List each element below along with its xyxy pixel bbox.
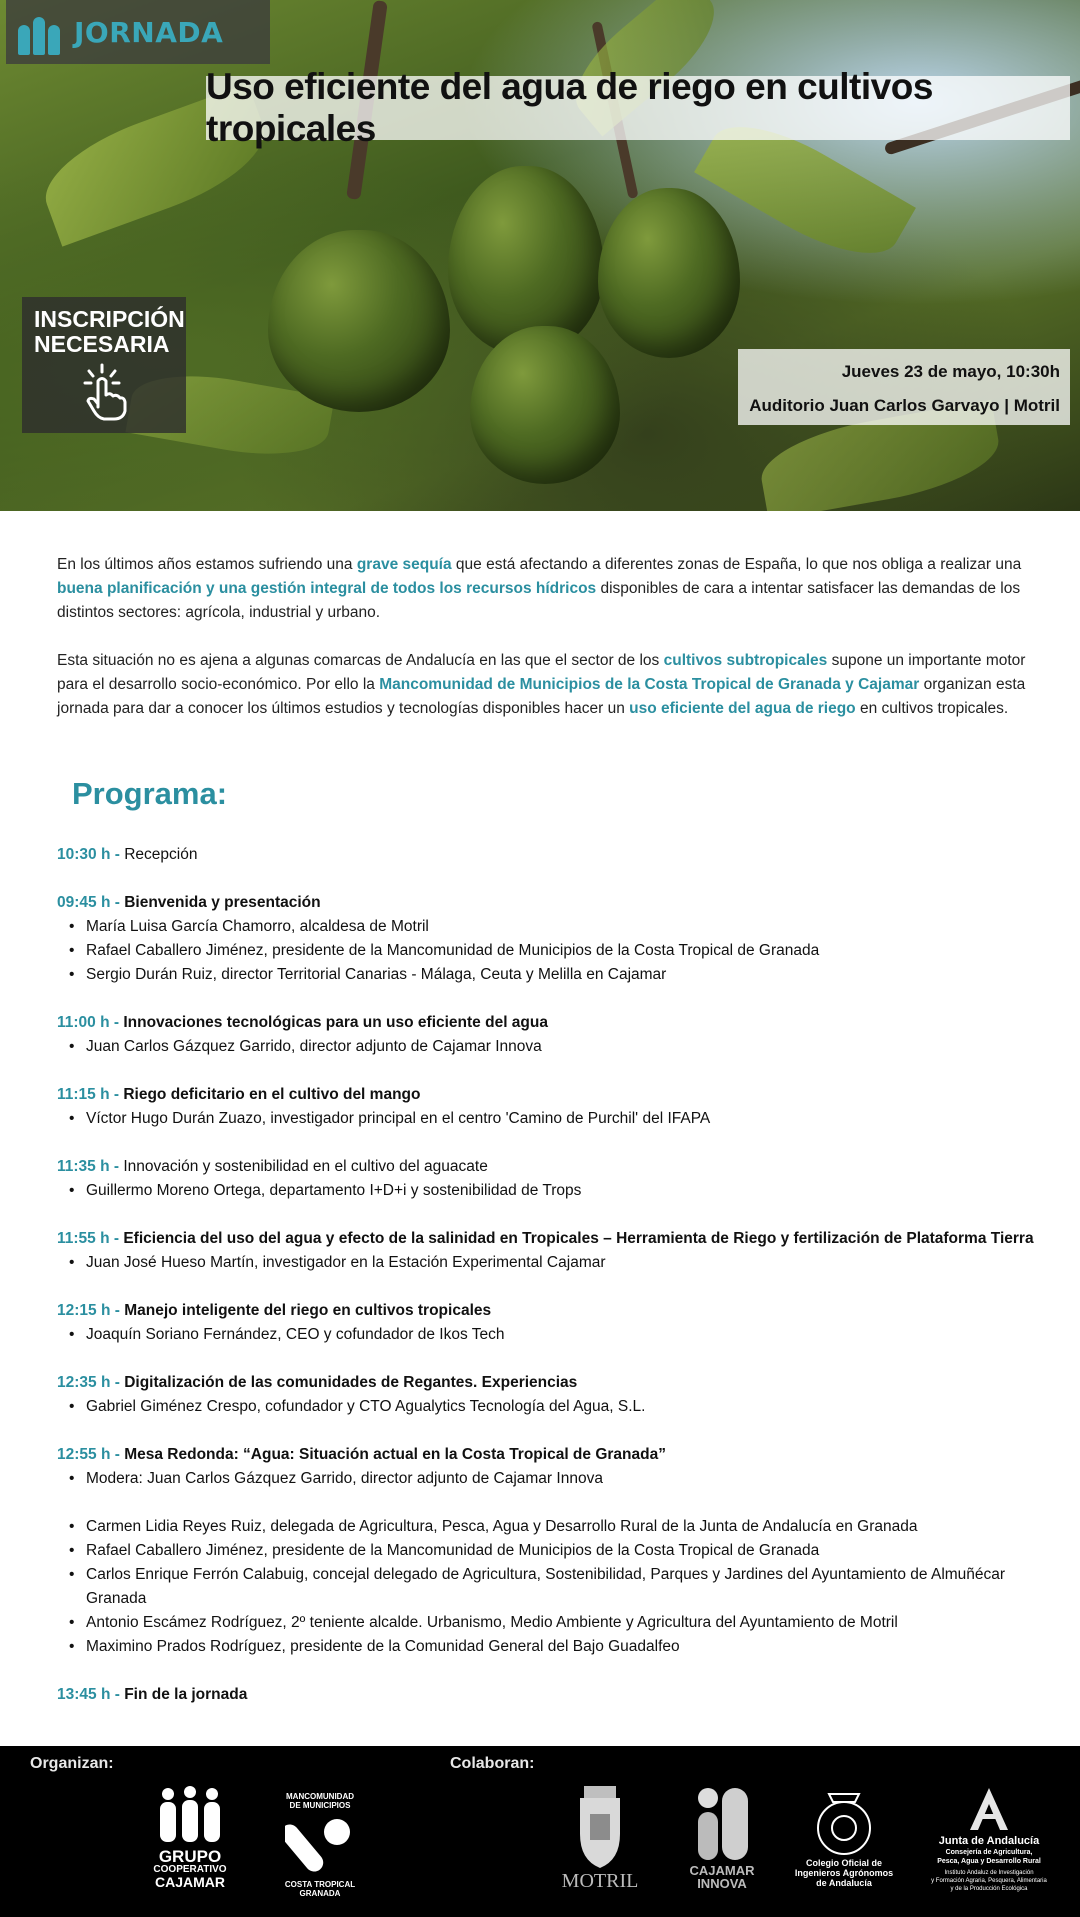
highlight-organizers: Mancomunidad de Municipios de la Costa Tropical de Granada y Cajamar: [379, 676, 920, 693]
intro-paragraph-1: [57, 553, 1037, 625]
organizers-label: Organizan:: [30, 1755, 114, 1772]
speaker-item: • Carmen Lidia Reyes Ruiz, delegada de Agricultura, Pesca, Agua y Desarrollo Rural de la Junta de Andalucía en Granada: [69, 1515, 1047, 1539]
speaker-list: [57, 1467, 1047, 1491]
program-session-title: Eficiencia del uso del agua y efecto de la salinidad en Tropicales – Herramienta de Riego y fertilización de Plataforma Tierra: [123, 1230, 1034, 1247]
mancomunidad-line-3: COSTA TROPICAL: [284, 1880, 356, 1889]
cajamar-people-icon: [156, 1786, 224, 1844]
program-session-title: Digitalización de las comunidades de Regantes. Experiencias: [124, 1374, 578, 1391]
program-item: [57, 1155, 1047, 1203]
motril-label: MOTRIL: [561, 1870, 639, 1892]
speaker-list: [57, 1395, 1047, 1419]
speaker-item: • Juan José Hueso Martín, investigador en la Estación Experimental Cajamar: [69, 1251, 1047, 1275]
program-time: 12:15 h -: [57, 1302, 120, 1319]
program-item: [57, 1227, 1047, 1275]
colegio-ingenieros-logo: [782, 1784, 906, 1888]
junta-line-2: Consejería de Agricultura,: [945, 1849, 1033, 1856]
junta-line-6: y de la Producción Ecológica: [950, 1886, 1028, 1892]
motril-shield-icon: [570, 1784, 630, 1870]
speaker-item: • Sergio Durán Ruiz, director Territorial Canarias - Málaga, Ceuta y Melilla en Cajamar: [69, 963, 1047, 987]
highlight-efficient-use: uso eficiente del agua de riego: [629, 700, 856, 717]
program-time: 11:15 h -: [57, 1086, 120, 1103]
speaker-list: [57, 1251, 1047, 1275]
program-time: 12:55 h -: [57, 1446, 120, 1463]
spacer: [57, 1491, 1047, 1515]
speaker-item: • Rafael Caballero Jiménez, presidente de la Mancomunidad de Municipios de la Costa Tropical de Granada: [69, 1539, 1047, 1563]
highlight-drought: grave sequía: [356, 556, 452, 573]
program-item-heading: [57, 1011, 1047, 1035]
program-session-title: Innovaciones tecnológicas para un uso eficiente del agua: [123, 1014, 548, 1031]
program-session-title: Manejo inteligente del riego en cultivos tropicales: [124, 1302, 492, 1319]
intro-text-span: Esta situación no es ajena a algunas comarcas de Andalucía en las que el sector de los: [57, 652, 664, 669]
speaker-list: [57, 1179, 1047, 1203]
intro-paragraph-2: [57, 649, 1037, 721]
registration-line-2: NECESARIA: [34, 331, 170, 357]
program-time: 11:00 h -: [57, 1014, 120, 1031]
page-title: Uso eficiente del agua de riego en cultivos tropicales: [206, 66, 933, 149]
program-item-heading: [57, 1443, 1047, 1467]
title-banner: [206, 66, 1070, 149]
speaker-item: • Antonio Escámez Rodríguez, 2º teniente alcalde. Urbanismo, Medio Ambiente y Agricultura del Ayuntamiento de Motril: [69, 1611, 1047, 1635]
program-heading: Programa:: [72, 776, 228, 811]
motril-logo: [560, 1784, 640, 1892]
mancomunidad-line-4: GRANADA: [299, 1889, 341, 1898]
program-item-heading: [57, 1083, 1047, 1107]
cajamar-logo: [150, 1786, 230, 1889]
junta-a-icon: [964, 1784, 1014, 1834]
speaker-item: • Juan Carlos Gázquez Garrido, director adjunto de Cajamar Innova: [69, 1035, 1047, 1059]
event-date: Jueves 23 de mayo, 10:30h: [841, 362, 1060, 381]
registration-badge[interactable]: [22, 297, 186, 433]
program-item: [57, 1083, 1047, 1131]
speaker-item: • Maximino Prados Rodríguez, presidente de la Comunidad General del Bajo Guadalfeo: [69, 1635, 1047, 1659]
junta-line-1: Junta de Andalucía: [938, 1835, 1040, 1847]
program-session-title: Riego deficitario en el cultivo del mango: [123, 1086, 421, 1103]
program-item-heading: [57, 1683, 1047, 1707]
people-logo-icon: [18, 9, 64, 55]
program-item-heading: [57, 891, 1047, 915]
program-session-title: Bienvenida y presentación: [124, 894, 321, 911]
footer: [0, 1746, 1080, 1917]
program-item: [57, 1371, 1047, 1419]
speaker-list: [57, 1107, 1047, 1131]
registration-line-1: INSCRIPCIÓN: [34, 306, 185, 332]
program-session-title: Mesa Redonda: “Agua: Situación actual en la Costa Tropical de Granada”: [124, 1446, 666, 1463]
colegio-line-3: de Andalucía: [816, 1878, 872, 1888]
highlight-subtropical-crops: cultivos subtropicales: [663, 652, 828, 669]
program-session-title: Fin de la jornada: [124, 1686, 248, 1703]
program-item: [57, 1443, 1047, 1659]
collaborators-label: Colaboran:: [450, 1755, 535, 1772]
speaker-list: [57, 1323, 1047, 1347]
speaker-item: • Carlos Enrique Ferrón Calabuig, concejal delegado de Agricultura, Sostenibilidad, Parques y Jardines del Ayuntamiento de Almuñécar Granada: [69, 1563, 1047, 1611]
program-item: [57, 891, 1047, 987]
program-time: 11:55 h -: [57, 1230, 120, 1247]
cajamar-line-1: GRUPO: [158, 1847, 222, 1866]
mancomunidad-logo: [280, 1792, 360, 1898]
intro-text-span: En los últimos años estamos sufriendo una: [57, 556, 357, 573]
brand-label: JORNADA: [74, 15, 224, 49]
speaker-list: [57, 1515, 1047, 1659]
junta-line-5: y Formación Agraria, Pesquera, Alimentaria: [931, 1878, 1047, 1884]
intro-text: [57, 553, 1037, 721]
colegio-crest-icon: [809, 1784, 879, 1858]
speaker-item: • Modera: Juan Carlos Gázquez Garrido, director adjunto de Cajamar Innova: [69, 1467, 1047, 1491]
cajamar-line-2: COOPERATIVO: [153, 1864, 227, 1875]
speaker-item: • Joaquín Soriano Fernández, CEO y cofundador de Ikos Tech: [69, 1323, 1047, 1347]
innova-mark-icon: [692, 1784, 752, 1864]
program-item: [57, 1299, 1047, 1347]
program-list: [57, 843, 1047, 1731]
highlight-water-management: buena planificación y una gestión integral de todos los recursos hídricos: [57, 580, 597, 597]
program-session-title: Recepción: [124, 846, 198, 863]
program-time: 11:35 h -: [57, 1158, 120, 1175]
mancomunidad-line-2: DE MUNICIPIOS: [289, 1801, 351, 1810]
event-info: [738, 349, 1070, 425]
program-time: 13:45 h -: [57, 1686, 120, 1703]
intro-text-span: disponibles de cara a intentar satisfacer las demandas de los distintos sectores: agrícola, industrial y urbano.: [57, 580, 1021, 621]
junta-line-4: Instituto Andaluz de Investigación: [944, 1870, 1034, 1876]
cajamar-line-3: CAJAMAR: [155, 1874, 225, 1890]
intro-text-span: que está afectando a diferentes zonas de España, lo que nos obliga a realizar una: [451, 556, 1022, 573]
brand-badge: [6, 0, 270, 64]
colegio-line-1: Colegio Oficial de: [805, 1858, 882, 1868]
speaker-list: [57, 915, 1047, 987]
program-item: [57, 843, 1047, 867]
intro-text-span: en cultivos tropicales.: [855, 700, 1009, 717]
program-session-title: Innovación y sostenibilidad en el cultivo del aguacate: [123, 1158, 488, 1175]
mancomunidad-emblem-icon: [285, 1810, 355, 1880]
speaker-item: • María Luisa García Chamorro, alcaldesa de Motril: [69, 915, 1047, 939]
hero-image: [0, 0, 1080, 511]
program-item-heading: [57, 1371, 1047, 1395]
intro-text-span: organizan esta jornada para dar a conocer los últimos estudios y tecnologías disponibles hacer un: [57, 676, 1026, 717]
program-item-heading: [57, 1155, 1047, 1179]
innova-line-1: CAJAMAR: [689, 1863, 755, 1878]
junta-line-3: Pesca, Agua y Desarrollo Rural: [937, 1858, 1041, 1865]
program-item-heading: [57, 843, 1047, 867]
speaker-item: • Gabriel Giménez Crespo, cofundador y CTO Agualytics Tecnología del Agua, S.L.: [69, 1395, 1047, 1419]
mancomunidad-line-1: MANCOMUNIDAD: [286, 1792, 354, 1801]
junta-andalucia-logo: [922, 1784, 1056, 1893]
speaker-item: • Guillermo Moreno Ortega, departamento I+D+i y sostenibilidad de Trops: [69, 1179, 1047, 1203]
program-item-heading: [57, 1227, 1047, 1251]
program-time: 12:35 h -: [57, 1374, 120, 1391]
speaker-list: [57, 1035, 1047, 1059]
program-time: 09:45 h -: [57, 894, 120, 911]
innova-line-2: INNOVA: [697, 1876, 747, 1891]
speaker-item: • Rafael Caballero Jiménez, presidente de la Mancomunidad de Municipios de la Costa Tropical de Granada: [69, 939, 1047, 963]
program-item-heading: [57, 1299, 1047, 1323]
program-time: 10:30 h -: [57, 846, 120, 863]
event-venue: Auditorio Juan Carlos Garvayo | Motril: [749, 396, 1060, 415]
intro-text-span: supone un importante motor para el desarrollo socio-económico. Por ello la: [57, 652, 1026, 693]
pointer-hand-icon: [82, 363, 128, 421]
cajamar-innova-logo: [682, 1784, 762, 1890]
program-item: [57, 1011, 1047, 1059]
speaker-item: • Víctor Hugo Durán Zuazo, investigador principal en el centro 'Camino de Purchil' del IFAPA: [69, 1107, 1047, 1131]
program-item: [57, 1683, 1047, 1707]
colegio-line-2: Ingenieros Agrónomos: [794, 1868, 894, 1878]
